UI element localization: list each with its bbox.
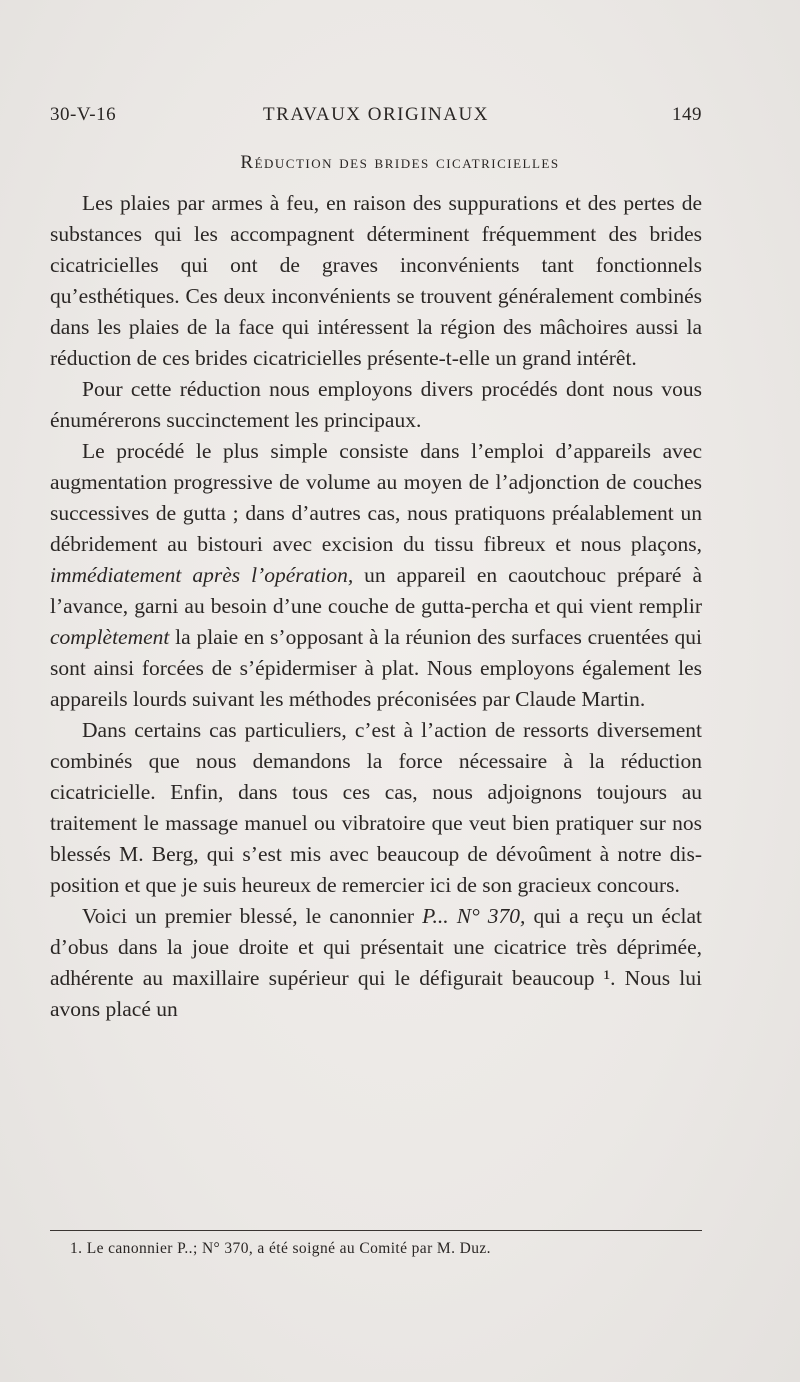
paragraph <box>50 436 702 715</box>
text-run: Pour cette réduction nous employons divers procédés dont nous vous énumérerons succinctement les principaux. <box>50 377 702 432</box>
italic-text: immédiatement après l’opération, <box>50 563 354 587</box>
paragraph <box>50 374 702 436</box>
text-run: un appareil en caoutchouc préparé à l’avance, garni au besoin d’une couche de gutta-percha et qui vient remplir <box>50 563 702 618</box>
running-head <box>50 104 702 132</box>
text-run: Les plaies par armes à feu, en raison des suppurations et des pertes de substances qui les accompagnent déterminent fréquemment des brides cicatricielles qui ont de graves inconvénients tant fonctionnels qu’esthétiques. Ces deux inconvénients se trouvent généralement combinés dans les plaies de la face qui intéressent la région des mâchoires aussi la réduction de ces brides cicatricielles présente-t-elle un grand intérêt. <box>50 191 702 370</box>
text-run: Voici un premier blessé, le canonnier <box>82 904 423 928</box>
footnote-divider <box>50 1230 702 1231</box>
paragraph <box>50 901 702 1025</box>
section-title: Réduction des brides cicatricielles <box>240 152 560 173</box>
text-run: Le procédé le plus simple consiste dans l’emploi d’appareils avec augmentation progressive de volume au moyen de l’adjonction de couches successives de gutta ; dans d’autres cas, nous pratiquons préalablement un débridement au bistouri avec excision du tissu fibreux et nous plaçons, <box>50 439 702 556</box>
page-number: 149 <box>672 104 702 125</box>
body-text <box>50 188 702 1025</box>
paragraph <box>50 715 702 901</box>
text-run: la plaie en s’opposant à la réunion des surfaces cruentées qui sont ainsi forcées de s’épidermiser à plat. Nous employons également les appareils lourds suivant les méthodes préconisées par Claude Martin. <box>50 625 702 711</box>
paragraph <box>50 188 702 374</box>
header-running-title: TRAVAUX ORIGINAUX <box>263 104 489 125</box>
text-run: Dans certains cas particuliers, c’est à l’action de ressorts diversement combinés que nous demandons la force nécessaire à la réduction cicatricielle. Enfin, dans tous ces cas, nous adjoignons toujours au traitement le massage manuel ou vibratoire que veut bien pratiquer sur nos blessés M. Berg, qui s’est mis avec beaucoup de dévoûment à notre disposition et que je suis heureux de remercier ici de son gracieux concours. <box>50 718 702 897</box>
header-date: 30-V-16 <box>50 104 117 125</box>
footnote: 1. Le canonnier P..; N° 370, a été soigné au Comité par M. Duz. <box>70 1240 491 1257</box>
italic-text: P... N° 370, <box>422 904 526 928</box>
text-run: qui a reçu un éclat d’obus dans la joue droite et qui présentait une cicatrice très déprimée, adhérente au maxillaire supérieur qui le défigurait beaucoup ¹. Nous lui avons placé un <box>50 904 702 1021</box>
italic-text: complètement <box>50 625 170 649</box>
